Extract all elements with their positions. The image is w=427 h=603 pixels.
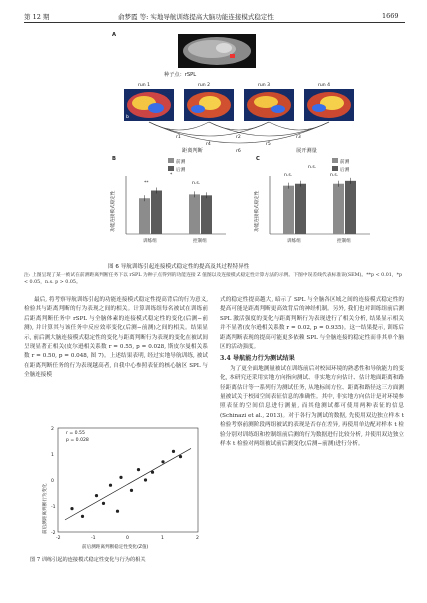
- panel-c-ylabel: 功能连接模式稳定性: [255, 190, 260, 232]
- y-tick-label: 1: [51, 453, 54, 458]
- r-label: r5: [266, 142, 271, 147]
- scatter-point: [102, 502, 105, 505]
- section-heading: [220, 354, 404, 363]
- legend-pre: 前测: [176, 160, 186, 165]
- panel-b-ylabel: 功能连接模式稳定性: [111, 190, 116, 232]
- section-number: 3.4: [220, 355, 231, 363]
- run-brains: [124, 82, 354, 121]
- category-label: 控制组: [193, 239, 207, 244]
- scatter-point: [151, 471, 154, 474]
- bar: [295, 184, 306, 234]
- legend-swatch-post: [168, 166, 174, 171]
- x-tick-label: 1: [161, 536, 164, 541]
- bar: [283, 186, 294, 234]
- bar: [151, 191, 162, 235]
- paragraph: 式的稳定性提高越大, 暗示了 SPL 与全脑各区域之间的连接模式稳定性的提高可能是距离判断更高效背后的神经机制。另外, 我们也对训练组前后测 SPL 激活强度的变化与距离判断行为表现进行了相关分析, 结果显示相关并不显著(皮尔逊相关系数 r = 0.02, p = 0.935)。这一结果提示, 训练后距离判断表现的提高可能更多依赖 SPL 与全脑连接的稳定性而非其单个脑区的活动强度。: [220, 297, 404, 351]
- scatter-point: [161, 460, 164, 463]
- category-label: 训练组: [143, 239, 157, 244]
- scatter-point: [137, 468, 140, 471]
- regression-line: [65, 448, 191, 519]
- scatter-point: [109, 484, 112, 487]
- sig-mark: n.s.: [330, 173, 339, 178]
- panel-b-bars: [126, 176, 226, 244]
- header-rule: [24, 22, 405, 23]
- sig-mark: **: [144, 181, 149, 186]
- legend-swatch-pre: [168, 158, 174, 163]
- legend-swatch-pre: [332, 158, 338, 163]
- y-tick-label: -1: [51, 505, 56, 510]
- brain-tag: b: [126, 115, 129, 120]
- section-title: 导航能力行为测试结果: [232, 355, 295, 363]
- y-tick-label: -2: [51, 531, 56, 536]
- page-number: 1669: [382, 12, 399, 20]
- scatter-point: [81, 515, 84, 518]
- right-column-text: [220, 296, 404, 450]
- sig-mark: n.s.: [284, 173, 293, 178]
- figure-7: [24, 422, 210, 552]
- bar: [201, 195, 212, 234]
- panel-c-title: 展开测量: [296, 148, 317, 154]
- legend-pre: 前测: [340, 160, 350, 165]
- x-tick-label: 0: [126, 536, 129, 541]
- r-label: r2: [236, 135, 241, 140]
- run-label: run 1: [138, 83, 151, 88]
- scatter-point: [95, 494, 98, 497]
- seed-brain-image: [178, 34, 256, 68]
- scatter-p: p = 0.028: [66, 438, 89, 443]
- scatter-point: [172, 450, 175, 453]
- plot-frame: [58, 428, 198, 532]
- run-label: run 4: [318, 83, 331, 88]
- figure-6-note: 注: 上图呈现了某一被试在前测距离判断任务下以 rSPL 为种子点得到的功能连接 Z 值图以及连接模式稳定性计算方法的示例。下图中误差线代表标准误(SEM)。**p < 0.01，*p < 0.05，n.s. p > 0.05。: [24, 273, 403, 285]
- bar: [189, 194, 200, 234]
- x-tick-label: -1: [91, 536, 96, 541]
- legend-post: 后测: [176, 168, 186, 173]
- figure-6: [60, 26, 370, 251]
- legend-post: 后测: [340, 168, 350, 173]
- r-label: r4: [206, 142, 211, 147]
- running-header-title: 俞梦霞 等: 实地导航训练提高大脑功能连接模式稳定性: [118, 13, 274, 21]
- scatter-ylabel: 前后测距离判断行为变化: [43, 483, 48, 534]
- scatter-r: r = 0.55: [66, 431, 85, 436]
- panel-b-title: 距离判断: [182, 148, 203, 154]
- scatter-point: [130, 489, 133, 492]
- scatter-point: [179, 455, 182, 458]
- left-column-text: [24, 296, 208, 381]
- legend-swatch-post: [332, 166, 338, 171]
- panel-b-label: B: [112, 156, 116, 162]
- x-tick-label: -2: [56, 536, 61, 541]
- r-label: r6: [236, 149, 241, 154]
- seed-label: 种子点：rSPL: [164, 72, 197, 78]
- bar: [333, 184, 344, 234]
- panel-b: [109, 146, 226, 244]
- running-header-issue: 第 12 期: [24, 13, 50, 21]
- panel-c: [253, 146, 370, 244]
- sig-mark: n.s.: [192, 181, 201, 186]
- y-tick-label: 0: [51, 479, 54, 484]
- scatter-xlabel: 前后测距离判断稳定性变化(Z值): [82, 545, 149, 550]
- bar: [345, 181, 356, 234]
- scatter-point: [116, 510, 119, 513]
- y-tick-label: 2: [51, 427, 54, 432]
- paragraph: 为了更全面地测量被试在训练前后对校园环境的熟悉性和导航能力的变化, 本研究还采用实地方向指向测试、非实地方向估计、估计地面距离和路径距离估计等一系列行为测试任务, 从地标间方位、距离和路径这三方面测量被试关于校园空间表征信息的准确性。其中, 非实地方向估计是对环境参照表征的空间信息进行测量, 而其他测试都可使用两种表征的信息(Schinazi et al., 2013)。对于各行为测试的数据, 先使用双边独立样本 t 检验考察前测阶段两组被试的表现是否存在差异, 再使用单边配对样本 t 检验分别对训练组和控制组前后测的行为数据进行比较分析, 并使用双边独立样本 t 检验对两组被试前后测变化(后测−前测)进行分析。: [220, 365, 404, 448]
- figure-6-caption: 图 6 导航训练引起连接模式稳定性的提高及其过程特异性: [108, 264, 250, 270]
- panel-c-bars: [270, 176, 370, 244]
- panel-a-label: A: [112, 32, 117, 38]
- run-label: run 2: [198, 83, 211, 88]
- sig-mark: n.s.: [308, 165, 317, 170]
- panel-c-label: C: [256, 156, 260, 162]
- category-label: 控制组: [337, 239, 351, 244]
- bar: [139, 198, 150, 234]
- r-label: r1: [176, 135, 181, 140]
- paragraph: 最后, 将考察导航训练引起的功能连接模式稳定性提高背后的行为意义, 检验其与距离判断的行为表现之间的相关。计算训练组每名被试在训练前后距离判断任务中 rSPL 与全脑体素的连接模式稳定性的变化(后测−前测), 并计算其与该任务中反应效率变化(后测−前测)之间的相关。结果显示, 前后测大脑连接模式稳定性的变化与距离判断行为表现的变化在被试间呈现显著正相关(皮尔逊相关系数 r = 0.55, p = 0.028, 斯皮尔曼相关系数 r = 0.50, p = 0.048, 图 7)。上述结果表明, 经过实地导航训练, 被试在距离判断任务的行为表现越高者, 自我中心参照表征的核心脑区 SPL 与全脑连接模: [24, 297, 208, 379]
- sig-mark: *: [170, 173, 173, 178]
- run-label: run 3: [258, 83, 271, 88]
- scatter-plot: [51, 426, 199, 541]
- category-label: 训练组: [287, 239, 301, 244]
- figure-7-caption: 图 7 训练引起的连接模式稳定性变化与行为的相关: [30, 557, 146, 563]
- scatter-point: [70, 507, 73, 510]
- scatter-point: [119, 476, 122, 479]
- x-tick-label: 2: [196, 536, 199, 541]
- r-label: r3: [296, 135, 301, 140]
- scatter-point: [144, 478, 147, 481]
